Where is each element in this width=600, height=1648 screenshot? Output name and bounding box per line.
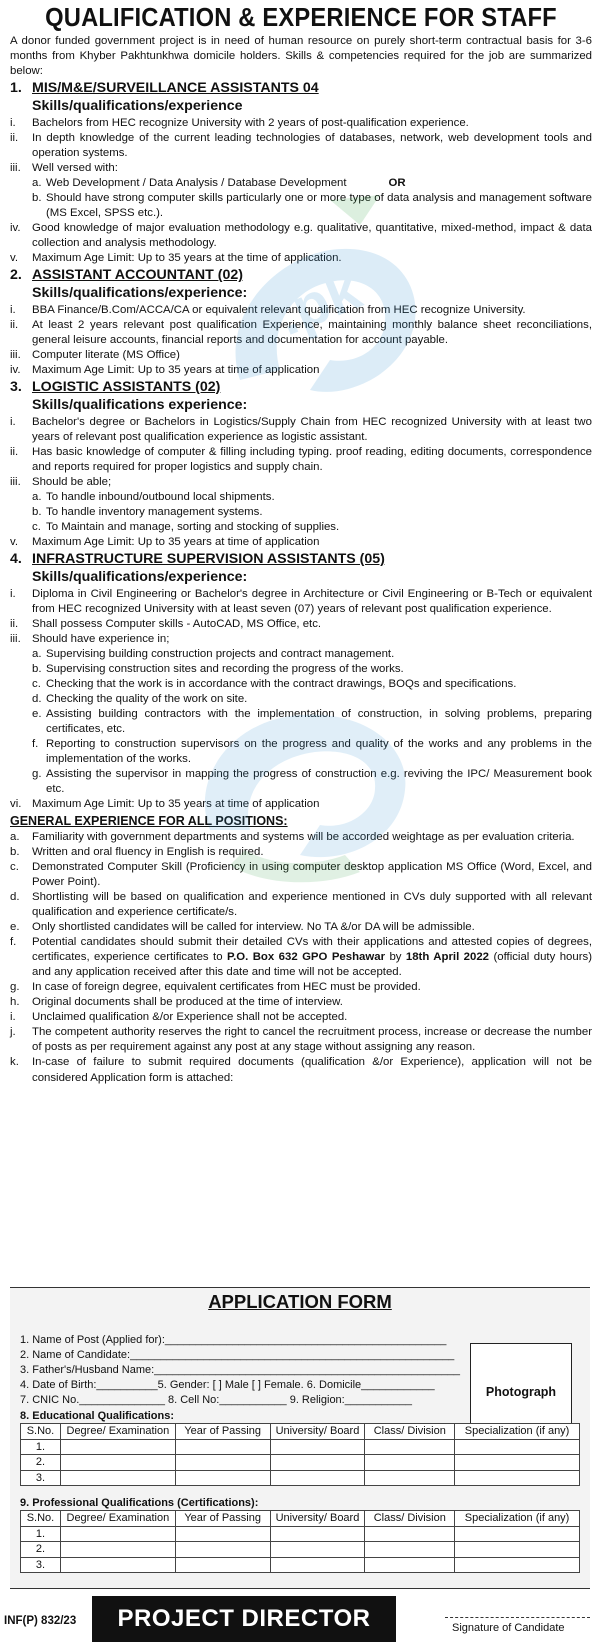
item-text [32, 221, 592, 251]
intro-paragraph: A donor funded government project is in need of human resource on purely short-term contractual basis for 3-6 months from Khyber Pakhtunkhwa domicile holders. Skills & competencies required for the job are summarized below: [10, 35, 592, 78]
table-row [21, 1470, 580, 1486]
list-item [10, 632, 592, 647]
section-title: ASSISTANT ACCOUNTANT (02) [32, 267, 243, 284]
item-number: i. [10, 587, 16, 600]
item-text [46, 692, 592, 707]
item-number: a. [32, 177, 42, 190]
section-subheading: Skills/qualifications experience: [32, 396, 248, 413]
list-item [32, 692, 592, 707]
item-text [46, 490, 592, 505]
item-number: h. [10, 996, 20, 1009]
blank-cell[interactable] [365, 1455, 455, 1471]
item-text: The competent authority reserves the right to cancel the recruitment process, increase or decrease the number of posts as per requirement against any post at any stage without assigning any reason. [32, 1026, 592, 1054]
svg-text:.pk: .pk [267, 256, 370, 349]
item-text [46, 662, 592, 677]
table-row [21, 1439, 580, 1455]
item-number: b. [32, 505, 42, 518]
list-item [10, 535, 592, 550]
section-number: 1. [10, 80, 22, 97]
table-row [21, 1557, 580, 1573]
item-text-content: Assisting building contractors with the implementation of construction, in solving problems, preparing certificates, etc. [46, 707, 592, 735]
item-text [32, 251, 592, 266]
item-text-part: (official duty hours) and any application received after this date and time will not be accepted. [32, 951, 592, 979]
blank-cell[interactable] [270, 1526, 365, 1542]
blank-cell[interactable] [270, 1470, 365, 1486]
table-row [21, 1542, 580, 1558]
section-heading [10, 379, 592, 397]
item-text-content: To Maintain and manage, sorting and stocking of supplies. [46, 520, 340, 533]
professional-table [20, 1510, 580, 1573]
item-text [32, 131, 592, 161]
item-number: b. [32, 192, 42, 205]
item-text-content: Has basic knowledge of computer & filling including typing. proof reading, editing documents, correspondence and reports required for proper logistics and supply chain. [32, 445, 592, 473]
item-text-content: Reporting to construction supervisors on the progress and quality of the works and any problems in the implementation of the works. [46, 738, 592, 766]
section-heading [10, 551, 592, 569]
page-title: QUALIFICATION & EXPERIENCE FOR STAFF [45, 4, 557, 32]
column-header: Specialization (if any) [455, 1511, 580, 1527]
list-item [10, 920, 592, 935]
item-text [46, 176, 592, 191]
list-item [10, 935, 592, 980]
column-header: Year of Passing [175, 1424, 270, 1440]
list-item [10, 303, 592, 318]
field-name-of-post[interactable]: 1. Name of Post (Applied for):______________________________________________ [20, 1334, 447, 1346]
list-item [10, 845, 592, 860]
list-item [32, 647, 592, 662]
list-item [32, 176, 592, 191]
item-number: iii. [10, 632, 21, 645]
item-number: iii. [10, 349, 21, 362]
section-subheading: Skills/qualifications/experience: [32, 568, 248, 585]
list-item [10, 980, 592, 995]
blank-cell[interactable] [270, 1439, 365, 1455]
edu-heading: 8. Educational Qualifications: [20, 1410, 175, 1422]
table-header-row [21, 1424, 580, 1440]
item-text-content: To handle inbound/outbound local shipments. [46, 490, 275, 503]
list-item [10, 617, 592, 632]
general-heading: GENERAL EXPERIENCE FOR ALL POSITIONS: [10, 814, 288, 829]
blank-cell[interactable] [455, 1455, 580, 1471]
field-father-husband-name[interactable]: 3. Father's/Husband Name:__________________________________________________ [20, 1364, 461, 1376]
list-item [32, 662, 592, 677]
section-title: MIS/M&E/SURVEILLANCE ASSISTANTS 04 [32, 80, 319, 97]
item-number: f. [10, 936, 17, 949]
list-item [32, 767, 592, 797]
blank-cell[interactable] [455, 1439, 580, 1455]
inf-reference: INF(P) 832/23 [4, 1615, 77, 1627]
photograph-box: Photograph [470, 1343, 572, 1442]
item-text-content: Good knowledge of major evaluation methodology e.g. qualitative, quantitative, mixed-method, impact & data collection and analysis methodology. [32, 222, 592, 250]
or-label: OR [388, 177, 406, 190]
column-header: Class/ Division [365, 1511, 455, 1527]
item-text [32, 116, 592, 131]
item-text-content: Bachelor's degree or Bachelors in Logistics/Supply Chain from HEC recognized University with at least two years of relevant post qualification experience as logistic assistant. [32, 415, 592, 443]
item-text-content: To handle inventory management systems. [46, 505, 263, 518]
item-text-content: Bachelors from HEC recognize University with 2 years of post-qualification experience. [32, 116, 469, 129]
list-item [32, 490, 592, 505]
item-text-content: Shall possess Computer skills - AutoCAD, MS Office, etc. [32, 617, 322, 630]
item-number: ii. [10, 318, 19, 331]
row-number-cell: 1. [21, 1526, 61, 1542]
item-text: Written and oral fluency in English is required. [32, 845, 264, 858]
item-number: e. [10, 921, 20, 934]
item-number: i. [10, 415, 16, 428]
list-item [10, 318, 592, 348]
blank-cell[interactable] [365, 1526, 455, 1542]
blank-cell[interactable] [270, 1542, 365, 1558]
list-item [32, 677, 592, 692]
item-number: ii. [10, 445, 19, 458]
item-text-content: Computer literate (MS Office) [32, 349, 180, 362]
blank-cell[interactable] [175, 1470, 270, 1486]
list-item [10, 1025, 592, 1055]
item-text-content: Supervising building construction projects and contract management. [46, 647, 395, 660]
blank-cell[interactable] [270, 1557, 365, 1573]
blank-cell[interactable] [455, 1557, 580, 1573]
item-text-content: Assisting the supervisor in mapping the progress of construction e.g. reviving the IPC/ Measurement book etc. [46, 768, 592, 796]
signature-label: Signature of Candidate [452, 1622, 565, 1634]
item-text [32, 797, 592, 812]
highlighted-text: 18th April 2022 [405, 951, 490, 964]
blank-cell[interactable] [175, 1542, 270, 1558]
item-text [46, 520, 592, 535]
list-item [10, 830, 592, 845]
item-number: b. [10, 845, 20, 858]
blank-cell[interactable] [60, 1470, 175, 1486]
list-item [10, 161, 592, 176]
item-text-content: Web Development / Data Analysis / Database Development [46, 177, 347, 190]
blank-cell[interactable] [175, 1439, 270, 1455]
item-text: In-case of failure to submit required documents (qualification &/or Experience), application will not be considered Application form is attached: [32, 1056, 592, 1084]
item-text [32, 161, 592, 176]
general-list [10, 830, 592, 1086]
item-number: c. [32, 677, 41, 690]
item-text-content: BBA Finance/B.Com/ACCA/CA or equivalent relevant qualification from HEC recognize University. [32, 303, 526, 316]
section-subheading: Skills/qualifications/experience: [32, 285, 248, 302]
item-number: iii. [10, 162, 21, 175]
column-header: Specialization (if any) [455, 1424, 580, 1440]
list-item [10, 797, 592, 812]
item-text [46, 505, 592, 520]
item-text [32, 535, 592, 550]
item-text-content: Checking that the work is in accordance with the contract drawings, BOQs and specifications. [46, 677, 517, 690]
blank-cell[interactable] [455, 1542, 580, 1558]
item-number: i. [10, 116, 16, 129]
blank-cell[interactable] [365, 1439, 455, 1455]
item-number: i. [10, 303, 16, 316]
item-number: j. [10, 1026, 16, 1039]
list-item [32, 505, 592, 520]
section-number: 2. [10, 267, 22, 284]
section-title: LOGISTIC ASSISTANTS (02) [32, 379, 221, 396]
blank-cell[interactable] [365, 1470, 455, 1486]
item-number: iii. [10, 475, 21, 488]
item-text [32, 632, 592, 647]
item-number: a. [32, 647, 42, 660]
item-text [32, 587, 592, 617]
item-number: iv. [10, 364, 21, 377]
blank-cell[interactable] [365, 1557, 455, 1573]
item-text: Only shortlisted candidates will be called for interview. No TA &/or DA will be admissible. [32, 921, 475, 934]
item-text [46, 677, 592, 692]
education-table [20, 1423, 580, 1486]
item-number: b. [32, 662, 42, 675]
column-header: Year of Passing [175, 1511, 270, 1527]
item-text [32, 935, 592, 980]
list-item [10, 995, 592, 1010]
item-text [46, 767, 592, 797]
item-number: d. [10, 890, 20, 903]
list-item [32, 191, 592, 221]
row-number-cell: 2. [21, 1542, 61, 1558]
blank-cell[interactable] [60, 1439, 175, 1455]
list-item [32, 520, 592, 535]
item-text-part: Potential candidates should submit their detailed CVs with their applications and attested copies of degrees, certificates, experience certificates to [32, 936, 592, 964]
item-text [46, 191, 592, 221]
item-number: a. [10, 830, 20, 843]
table-header-row [21, 1511, 580, 1527]
project-director-banner: PROJECT DIRECTOR [92, 1596, 396, 1642]
field-dob-gender-domicile[interactable]: 4. Date of Birth:__________5. Gender: [ ] Male [ ] Female. 6. Domicile____________ [20, 1379, 435, 1391]
column-header: Class/ Division [365, 1424, 455, 1440]
item-text: Demonstrated Computer Skill (Proficiency in using computer desktop application MS Office (Word, Excel, and Power Point). [32, 860, 592, 888]
item-number: a. [32, 490, 42, 503]
form-title: APPLICATION FORM [208, 1291, 392, 1312]
item-number: d. [32, 692, 42, 705]
item-text-content: Should have strong computer skills particularly one or more type of data analysis and management software (MS Excel, SPSS etc.). [46, 192, 592, 220]
section-heading [10, 80, 592, 98]
item-number: c. [10, 860, 19, 873]
list-item [10, 415, 592, 445]
blank-cell[interactable] [60, 1557, 175, 1573]
item-number: v. [10, 536, 19, 549]
list-item [10, 1010, 592, 1025]
item-text-content: Should be able; [32, 475, 112, 488]
item-text-content: At least 2 years relevant post qualification Experience, maintaining monthly balance sheet reconciliations, general leisure accounts, financial reports and documentation for account payable. [32, 318, 592, 347]
blank-cell[interactable] [175, 1526, 270, 1542]
column-header: Degree/ Examination [60, 1424, 175, 1440]
row-number-cell: 3. [21, 1557, 61, 1573]
item-text [32, 415, 592, 445]
section-heading [10, 267, 592, 285]
item-number: g. [32, 768, 42, 781]
item-text: Unclaimed qualification &/or Experience shall not be accepted. [32, 1011, 348, 1024]
section-subheading: Skills/qualifications/experience [32, 98, 243, 115]
list-item [10, 445, 592, 475]
item-text: In case of foreign degree, equivalent certificates from HEC must be provided. [32, 981, 421, 994]
signature-line [445, 1617, 590, 1618]
field-name-of-candidate[interactable]: 2. Name of Candidate:_____________________________________________________ [20, 1349, 455, 1361]
blank-cell[interactable] [270, 1455, 365, 1471]
item-number: ii. [10, 617, 19, 630]
list-item [10, 251, 592, 266]
prof-heading: 9. Professional Qualifications (Certifications): [20, 1497, 259, 1509]
blank-cell[interactable] [455, 1526, 580, 1542]
item-text-content: Well versed with: [32, 162, 118, 175]
section-number: 3. [10, 379, 22, 396]
item-text [32, 445, 592, 475]
application-form [10, 1287, 590, 1589]
item-text [32, 318, 592, 348]
list-item [10, 860, 592, 890]
item-text [32, 363, 592, 378]
item-text-content: Diploma in Civil Engineering or Bachelor's degree in Architecture or Civil Engineering or B-Tech or equivalent from HEC recognized University with at least seven (07) years of relevant post qualification experience. [32, 587, 592, 615]
table-row [21, 1526, 580, 1542]
blank-cell[interactable] [60, 1542, 175, 1558]
highlighted-text: P.O. Box 632 GPO Peshawar [226, 951, 386, 964]
item-number: c. [32, 520, 41, 533]
item-number: f. [32, 738, 39, 751]
section-title: INFRASTRUCTURE SUPERVISION ASSISTANTS (05) [32, 551, 385, 568]
list-item [10, 131, 592, 161]
item-number: v. [10, 252, 19, 265]
list-item [10, 363, 592, 378]
item-text-content: Supervising construction sites and recording the progress of the works. [46, 662, 404, 675]
blank-cell[interactable] [175, 1455, 270, 1471]
item-text-content: Maximum Age Limit: Up to 35 years at time of application [32, 536, 320, 549]
list-item [10, 890, 592, 920]
blank-cell[interactable] [60, 1526, 175, 1542]
item-text-content: In depth knowledge of the current leading technologies of databases, network, web development tools and operation systems. [32, 132, 592, 160]
item-text [46, 647, 592, 662]
list-item [10, 475, 592, 490]
item-text: Familiarity with government departments and systems will be accorded weightage as per evaluation criteria. [32, 830, 575, 843]
item-text [32, 303, 592, 318]
item-text [46, 737, 592, 767]
job-sections [10, 80, 592, 812]
item-text-content: Maximum Age Limit: Up to 35 years at time of application [32, 364, 320, 377]
row-number-cell: 3. [21, 1470, 61, 1486]
field-cnic-cell-religion[interactable]: 7. CNIC No.______________ 8. Cell No:___________ 9. Religion:___________ [20, 1394, 413, 1406]
list-item [10, 587, 592, 617]
item-number: ii. [10, 132, 19, 144]
item-number: iv. [10, 222, 21, 235]
item-text-part: by [385, 951, 406, 964]
item-text [32, 475, 592, 490]
item-text-content: Maximum Age Limit: Up to 35 years at time of application [32, 798, 320, 811]
column-header: University/ Board [270, 1424, 365, 1440]
item-text [46, 707, 592, 737]
item-number: i. [10, 1011, 16, 1024]
item-number: vi. [10, 798, 22, 811]
item-text-content: Should have experience in; [32, 632, 170, 645]
table-row [21, 1455, 580, 1471]
item-text [32, 348, 592, 363]
row-number-cell: 2. [21, 1455, 61, 1471]
item-text-content: Maximum Age Limit: Up to 35 years at the time of application. [32, 252, 342, 265]
list-item [10, 116, 592, 131]
blank-cell[interactable] [365, 1542, 455, 1558]
item-number: e. [32, 707, 42, 720]
blank-cell[interactable] [60, 1455, 175, 1471]
item-number: k. [10, 1056, 19, 1069]
column-header: Degree/ Examination [60, 1511, 175, 1527]
list-item [32, 737, 592, 767]
item-number: g. [10, 981, 20, 994]
list-item [10, 1055, 592, 1085]
row-number-cell: 1. [21, 1439, 61, 1455]
list-item [10, 348, 592, 363]
column-header: S.No. [21, 1511, 61, 1527]
column-header: University/ Board [270, 1511, 365, 1527]
column-header: S.No. [21, 1424, 61, 1440]
blank-cell[interactable] [455, 1470, 580, 1486]
item-text [32, 617, 592, 632]
list-item [32, 707, 592, 737]
item-text: Shortlisting will be based on qualification and experience mentioned in CVs duly supported with all relevant qualification and experience certificate/s. [32, 890, 592, 919]
section-number: 4. [10, 551, 22, 568]
item-text: Original documents shall be produced at the time of interview. [32, 996, 343, 1009]
item-text-content: Checking the quality of the work on site. [46, 692, 248, 705]
list-item [10, 221, 592, 251]
blank-cell[interactable] [175, 1557, 270, 1573]
